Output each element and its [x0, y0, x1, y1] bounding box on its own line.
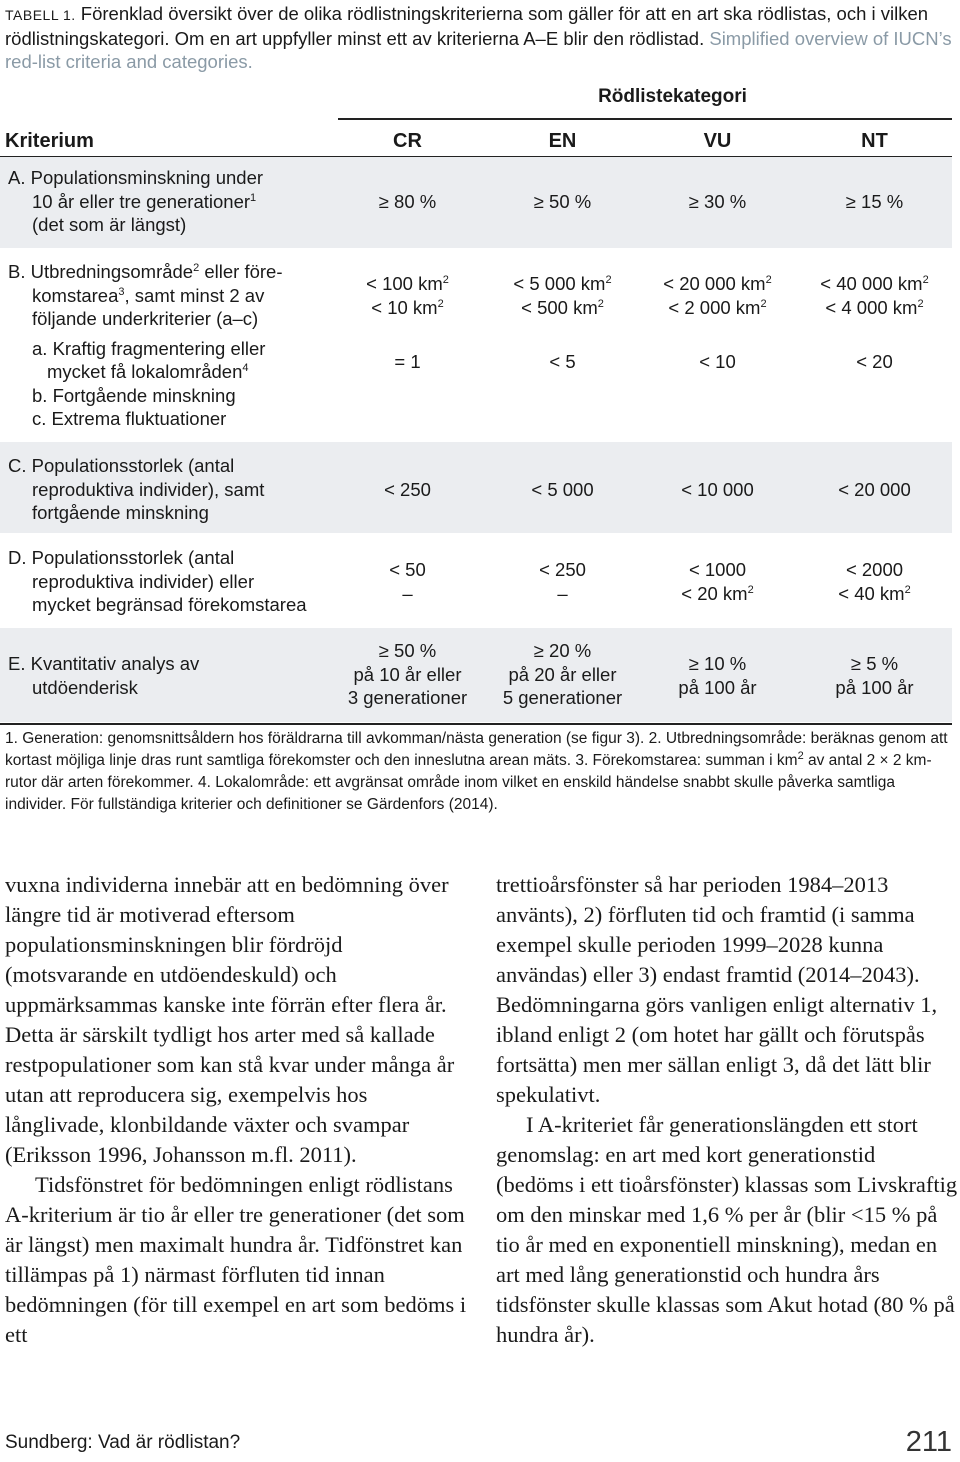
b-nt-values: < 40 000 $km^2$ < 4 000 $km^2$ — [820, 273, 929, 318]
a-en-value: ≥ 50 % — [533, 191, 592, 212]
caption-english: Simplified overview of IUCN’s red-list criteria and categories. — [5, 28, 952, 72]
paragraph: Tidsfönstret för bedömningen enligt rödlistans A-kriterium är tio år eller tre generationer (det som är längst) men maximalt hundra år. Tidfönstret kan tillämpas på 1) närmast förfluten tid innan bedömningen (för till exempel en art som bedöms i ett — [5, 1172, 467, 1347]
col-header-vu: VU — [703, 130, 732, 152]
caption-label: TABELL 1. — [5, 7, 76, 23]
d-cr-values: < 50 – — [389, 559, 426, 604]
b-en-values: < 5 000 $km^2$ < 500 $km^2$ — [513, 273, 612, 318]
d-nt-values: < 2000 < 40 $km^2$ — [838, 559, 911, 604]
d-vu-values: < 1000 < 20 $km^2$ — [681, 559, 754, 604]
b-a-nt-value: < 20 — [856, 351, 893, 372]
table-bottom-rule — [0, 723, 952, 725]
criterion-b-sub-b: b. Fortgående minskning — [32, 384, 236, 406]
b-cr-values: < 100 $km^2$ < 10 $km^2$ — [366, 273, 449, 318]
a-nt-value: ≥ 15 % — [845, 191, 904, 212]
body-column-right — [496, 870, 958, 1350]
category-header: Rödlistekategori — [598, 86, 747, 107]
col-header-criterion: Kriterium — [5, 130, 94, 152]
paragraph: trettioårsfönster så har perioden 1984–2013 använts), 2) förfluten tid och framtid (i samma exempel skulle perioden 1999–2028 kunna användas) eller 3) endast framtid (2014–2043). Bedömningarna görs vanligen enligt alternativ 1, ibland enligt 2 (om hotet har gällt och förutspås fortsätta) men mer sällan enligt 3, då det lätt blir spekulativt. — [496, 872, 938, 1107]
paragraph: I A-kriteriet får generationslängden ett stort genomslag: en art med kort generationstid (bedöms i ett tioårsfönster) klassas som Livskraftig om den minskar med 1,6 % per år (blir <15 % på tio år med en exponentiell minskning), medan en art med lång generationstid och hundra års tidsfönster skulle klassas som Akut hotad (80 % på hundra år). — [496, 1112, 958, 1347]
criterion-d: D. Populationsstorlek (antal reproduktiva individer) eller mycket begränsad förekomstarea — [8, 547, 307, 615]
col-header-en: EN — [548, 130, 577, 152]
criterion-a: A. Populationsminskning under 10 år eller tre generationer$^1$ (det som är längst) — [8, 167, 264, 235]
running-title: Sundberg: Vad är rödlistan? — [5, 1432, 241, 1453]
c-cr-value: < 250 — [384, 479, 431, 500]
col-header-cr: CR — [393, 130, 422, 152]
e-nt-values: ≥ 5 % på 100 år — [835, 653, 914, 698]
a-cr-value: ≥ 80 % — [378, 191, 437, 212]
criterion-b-sub-c: c. Extrema fluktuationer — [32, 408, 227, 429]
criterion-b: B. Utbredningsområde$^2$ eller före- komstarea$^3$, samt minst 2 av följande underkriterier (a–c) a. Kraftig fragmentering eller mycket få lokalområden$^4$ b. Fortgående minskning c. Extrema fluktuationer — [8, 260, 308, 431]
c-vu-value: < 10 000 — [681, 479, 754, 500]
c-en-value: < 5 000 — [531, 479, 594, 500]
d-en-values: < 250 – — [539, 559, 586, 604]
c-nt-value: < 20 000 — [838, 479, 911, 500]
body-column-left — [5, 870, 467, 1350]
col-header-nt: NT — [861, 130, 888, 152]
e-vu-values: ≥ 10 % på 100 år — [678, 653, 757, 698]
caption-swedish: Förenklad översikt över de olika rödlistningskriterierna som gäller för att en art ska rödlistas, och i vilken rödlistningskategori. Om en art uppfyller minst ett av kriterierna A–E blir den rödlistad. — [5, 3, 929, 49]
e-cr-values: ≥ 50 % på 10 år eller 3 generationer — [347, 640, 468, 708]
criterion-b-sub-a: a. Kraftig fragmentering eller mycket få lokalområden$^4$ — [32, 337, 266, 382]
category-rule — [338, 118, 952, 120]
page-number: 211 — [905, 1426, 952, 1458]
criterion-e: E. Kvantitativ analys av utdöenderisk — [8, 653, 200, 698]
e-en-values: ≥ 20 % på 20 år eller 5 generationer — [502, 640, 623, 708]
b-a-cr-value: = 1 — [394, 351, 421, 372]
b-a-en-value: < 5 — [549, 351, 576, 372]
paragraph: vuxna individerna innebär att en bedömning över längre tid är motiverad eftersom populationsminskningen blir fördröjd (motsvarande en utdöendeskuld) och uppmärksammas kanske inte förrän efter flera år. Detta är särskilt tydligt hos arter med så kallade restpopulationer som kan stå kvar under många år utan att reproducera sig, exempelvis hos långlivade, klonbildande växter och svampar (Eriksson 1996, Johansson m.fl. 2011). — [5, 872, 455, 1167]
b-vu-values: < 20 000 $km^2$ < 2 000 $km^2$ — [663, 273, 772, 318]
table-caption — [5, 2, 955, 73]
b-a-vu-value: < 10 — [699, 351, 736, 372]
table-footnotes: 1. Generation: genomsnittsåldern hos föräldrarna till avkomman/nästa generation (se figur 3). 2. Utbredningsområde: beräknas genom att kortast möjliga linje dras runt samtliga förekomster och den inneslutna arean mäts. 3. Förekomstarea: summan i $km^2$ av antal 2 × 2 km-rutor där arten förekommer. 4. Lokalområde: ett avgränsat område inom vilket en enskild händelse snabbt skulle påverka samtliga individer. För fullständiga kriterier och definitioner se Gärdenfors (2014). — [5, 730, 948, 813]
a-vu-value: ≥ 30 % — [688, 191, 747, 212]
criterion-c: C. Populationsstorlek (antal reproduktiva individer), samt fortgående minskning — [8, 455, 265, 523]
